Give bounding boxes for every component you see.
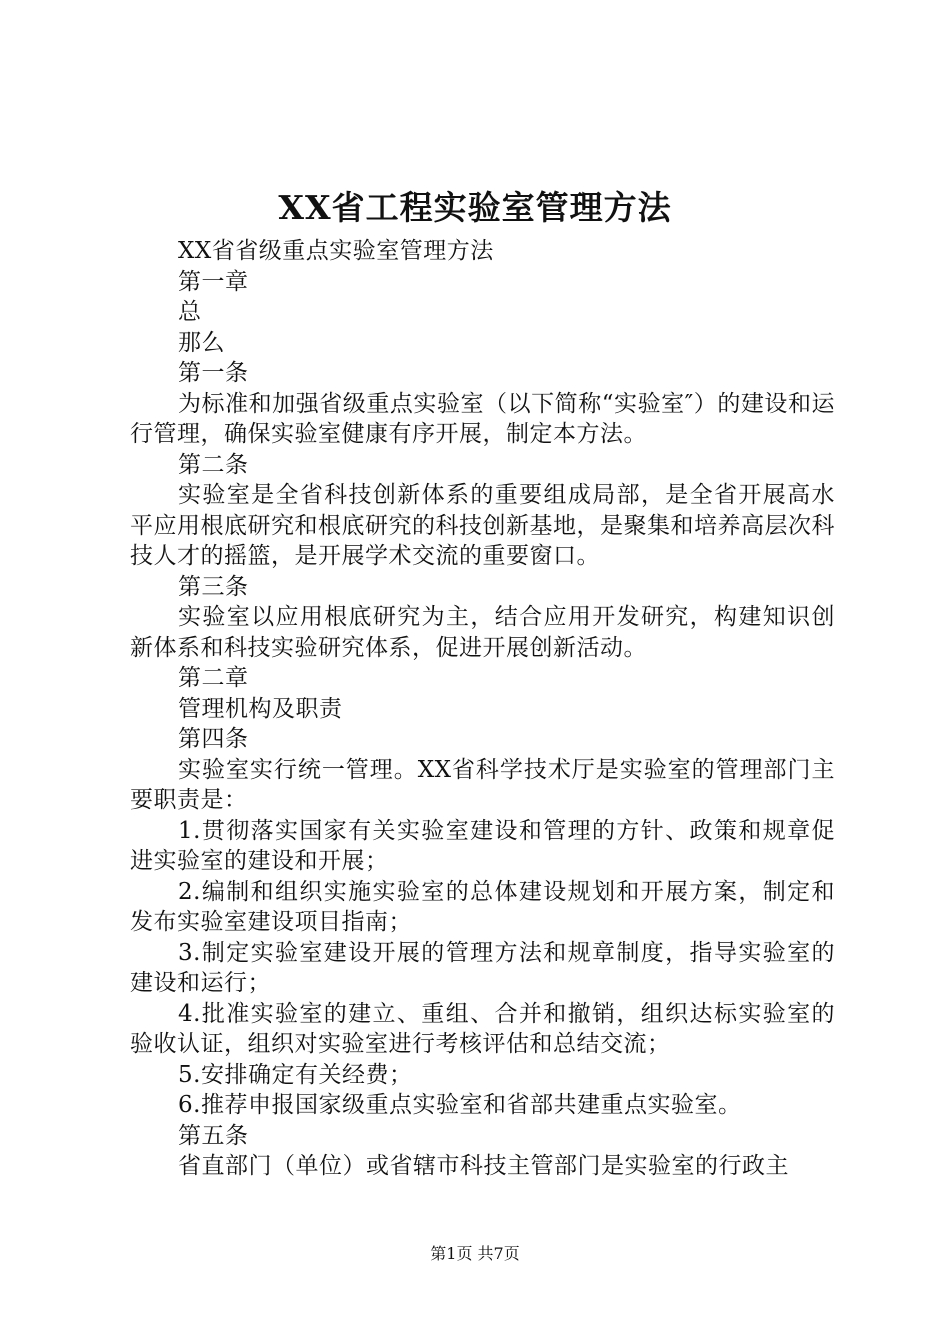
paragraph: XX省省级重点实验室管理方法 [178,238,494,264]
article-heading: 第二条 [178,451,249,478]
article-heading: 第四条 [178,726,249,752]
paragraph: 总 [178,299,202,325]
paragraph: 那么 [178,329,225,356]
article-heading: 第一条 [178,360,249,386]
page-number: 第1页 共7页 [430,1244,520,1263]
list-item: 2.编制和组织实施实验室的总体建设规划和开展方案，制定和发布实验室建设项目指南； [130,878,835,935]
article-heading: 第三条 [178,573,249,600]
chapter-heading: 第二章 [178,665,249,691]
document-body [130,236,835,1182]
article-heading: 第五条 [178,1122,249,1149]
paragraph: 为标准和加强省级重点实验室（以下简称“实验室″）的建设和运行管理，确保实验室健康有序开展，制定本方法。 [130,390,835,447]
paragraph: 实验室实行统一管理。XX省科学技术厅是实验室的管理部门主要职责是： [130,756,835,813]
list-item: 3.制定实验室建设开展的管理方法和规章制度，指导实验室的建设和运行； [130,939,835,996]
list-item: 1.贯彻落实国家有关实验室建设和管理的方针、政策和规章促进实验室的建设和开展； [130,817,835,874]
list-item: 5.安排确定有关经费； [178,1061,413,1088]
paragraph: 实验室是全省科技创新体系的重要组成局部，是全省开展高水平应用根底研究和根底研究的科技创新基地，是聚集和培养高层次科技人才的摇篮，是开展学术交流的重要窗口。 [130,482,835,569]
document-title: XX省工程实验室管理方法 [278,188,672,227]
chapter-heading: 第一章 [178,268,249,295]
list-item: 6.推荐申报国家级重点实验室和省部共建重点实验室。 [178,1092,742,1118]
paragraph: 省直部门（单位）或省辖市科技主管部门是实验室的行政主 [178,1153,789,1179]
paragraph: 实验室以应用根底研究为主，结合应用开发研究，构建知识创新体系和科技实验研究体系，促进开展创新活动。 [130,604,835,661]
list-item: 4.批准实验室的建立、重组、合并和撤销，组织达标实验室的验收认证，组织对实验室进行考核评估和总结交流； [130,1000,835,1057]
paragraph: 管理机构及职责 [178,695,343,722]
